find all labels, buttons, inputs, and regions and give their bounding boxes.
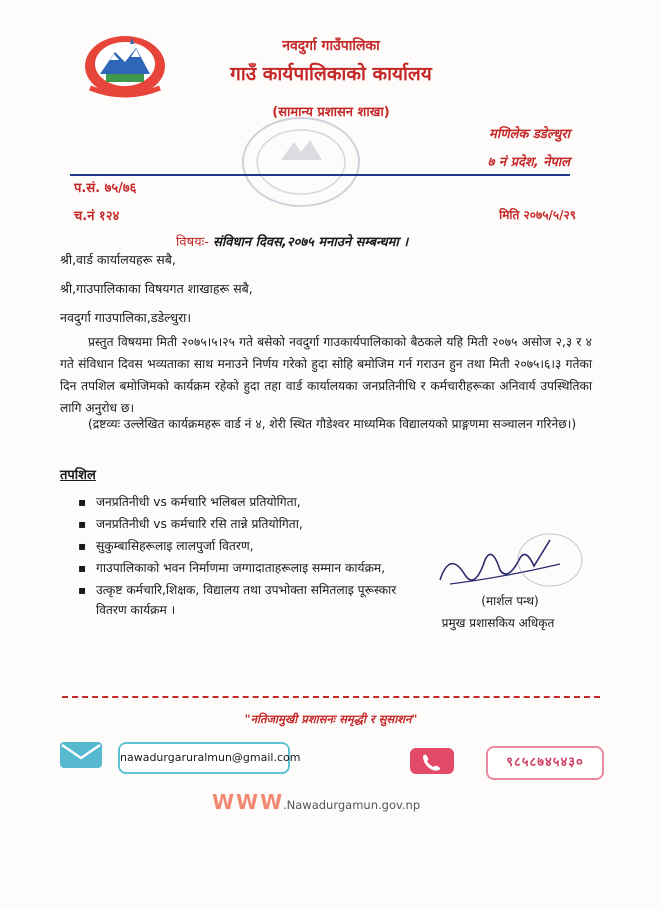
address-line-1: मणिलेक डडेल्धुरा [489, 127, 570, 142]
recipient-3: नवदुर्गा गाउपालिका,डडेल्धुरा। [60, 310, 192, 325]
body-paragraph-1: प्रस्तुत विषयमा मिती २०७५।५।२५ गते बसेको नवदुर्गा गाउकार्यपालिकाको बैठकले यहि मिती २०७५ असोज २,३ र ४ गते संविधान दिवस भव्यताका साथ मनाउने निर्णय गरेको हुदा सोहि बमोजिम गर्न गराउन हुन तथा मिती २०७५।६।३ गतेका दिन तपशिल बमोजिमको कार्यक्रम रहेको हुदा तहा वार्ड कार्यालयका जनप्रतिनीधि र कर्मचारीहरूका अनिवार्य उपस्थितिका लागि अनुरोध छ। [60, 335, 592, 415]
list-item: ▪ जनप्रतिनीधी vs कर्मचारि रसि तान्ने प्रतियोगिता, [78, 514, 398, 534]
list-item: ▪ उत्कृष्ट कर्मचारि,शिक्षक, विद्यालय तथा उपभोक्ता समितलाइ पूरूस्कार वितरण कार्यक्रम । [78, 580, 398, 620]
letter-date: मिति २०७५/५/२९ [499, 208, 576, 222]
list-item: ▪ गाउपालिकाको भवन निर्माणमा जग्गादाताहरूलाइ सम्मान कार्यक्रम, [78, 558, 398, 578]
email-icon [58, 740, 104, 770]
subject-label: विषयः- [176, 235, 209, 250]
office-stamp-seal [236, 112, 366, 212]
footer-divider [62, 696, 600, 698]
header-divider [70, 174, 570, 176]
subject-line [176, 232, 408, 250]
list-item: ▪ सुकुम्बासिहरूलाइ लालपुर्जा वितरण, [78, 536, 398, 556]
signatory-title: प्रमुख प्रशासकिय अधिकृत [441, 616, 555, 630]
recipient-2: श्री,गाउपालिकाका विषयगत शाखाहरू सबै, [60, 281, 253, 296]
signatory-name: (मार्शल पन्थ) [481, 594, 539, 608]
website-prefix: WWW [212, 790, 285, 814]
footer-slogan: "नतिजामुखी प्रशासनः समृद्धी र सुसाशन" [244, 712, 418, 726]
recipient-1: श्री,वार्ड कार्यालयहरू सबै, [60, 252, 176, 267]
body-paragraph-2: (द्रष्टव्यः उल्लेखित कार्यक्रमहरू वार्ड नं ४, शेरी स्थित गौडेश्वर माध्यमिक विद्यालयको प्राङ्गणमा सञ्चालन गरिनेछ।) [88, 417, 577, 431]
signature-mark [430, 520, 590, 600]
section-name: (सामान्य प्रशासन शाखा) [272, 105, 390, 120]
phone-number: ९८५८७४५४३० [486, 746, 604, 780]
schedule-list [78, 492, 398, 622]
municipality-name: नवदुर्गा गाउँपालिका [282, 38, 380, 54]
list-item: ▪ जनप्रतिनीधी vs कर्मचारि भलिबल प्रतियोगिता, [78, 492, 398, 512]
address-line-2: ७ नं प्रदेश, नेपाल [487, 155, 570, 170]
fiscal-year: प.सं. ७५/७६ [74, 181, 137, 196]
dispatch-number: च.नं १२४ [74, 209, 120, 224]
subject-text: संविधान दिवस,२०७५ मनाउने सम्बन्धमा । [213, 235, 409, 250]
schedule-heading: तपशिल [60, 468, 96, 483]
office-name: गाउँ कार्यपालिकाको कार्यालय [230, 63, 432, 85]
email-address: nawadurgaruralmun@gmail.com [118, 742, 290, 774]
phone-icon [410, 748, 454, 774]
website-domain: .Nawadurgamun.gov.np [283, 798, 421, 812]
